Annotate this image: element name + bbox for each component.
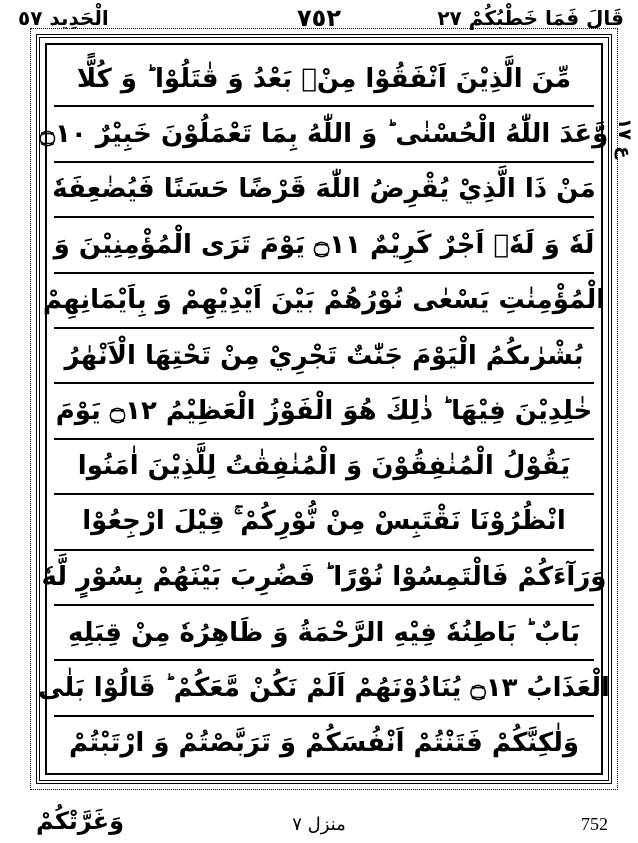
juz-title: قَالَ فَمَا خَطْبُكُمْ ٢٧	[437, 6, 624, 30]
verse-line: مِّنَ الَّذِيْنَ اَنْفَقُوْا مِنْۢ بَعْدُ وَ قٰتَلُوْا ؕ وَ كُلًّا	[54, 52, 594, 107]
verse-line: وَرَآءَكُمْ فَالْتَمِسُوْا نُوْرًا ؕ فَضُرِبَ بَيْنَهُمْ بِسُوْرٍ لَّهٗ	[54, 551, 594, 606]
verse-line: الْعَذَابُ ۝١٣ يُنَادُوْنَهُمْ اَلَمْ نَكُنْ مَّعَكُمْ ؕ قَالُوْا بَلٰى	[54, 661, 594, 716]
verse-line: لَهٗ وَ لَهٗۤ اَجْرٌ كَرِيْمٌ ۝١١ يَوْمَ تَرَى الْمُؤْمِنِيْنَ وَ	[54, 218, 594, 273]
verse-line: خٰلِدِيْنَ فِيْهَا ؕ ذٰلِكَ هُوَ الْفَوْزُ الْعَظِيْمُ ۝١٢ يَوْمَ	[54, 384, 594, 439]
verse-lines	[38, 52, 610, 770]
verse-line: الْمُؤْمِنٰتِ يَسْعٰى نُوْرُهُمْ بَيْنَ اَيْدِيْهِمْ وَ بِاَيْمَانِهِمْ	[54, 274, 594, 329]
ruku-marker: ع ١٧	[614, 118, 635, 159]
verse-line: بَابٌ ؕ بَاطِنُهٗ فِيْهِ الرَّحْمَةُ وَ ظَاهِرُهٗ مِنْ قِبَلِهِ	[54, 606, 594, 661]
verse-line: مَنْ ذَا الَّذِيْ يُقْرِضُ اللّٰهَ قَرْضًا حَسَنًا فَيُضٰعِفَهٗ	[54, 163, 594, 218]
surah-title: الْحَدِيد ٥٧	[18, 6, 109, 30]
verse-line: وَلٰكِنَّكُمْ فَتَنْتُمْ اَنْفُسَكُمْ وَ تَرَبَّصْتُمْ وَ ارْتَبْتُمْ	[69, 728, 579, 759]
verse-line: يَقُوْلُ الْمُنٰفِقُوْنَ وَ الْمُنٰفِقٰتُ لِلَّذِيْنَ اٰمَنُوا	[54, 440, 594, 495]
verse-line: وَّعَدَ اللّٰهُ الْحُسْنٰى ؕ وَ اللّٰهُ بِمَا تَعْمَلُوْنَ خَبِيْرٌ ۝١٠	[54, 107, 594, 162]
verse-line: انْظُرُوْنَا نَقْتَبِسْ مِنْ نُّوْرِكُمْ ۚ قِيْلَ ارْجِعُوْا	[54, 495, 594, 550]
text-frame	[36, 34, 612, 784]
page-number-arabic: ٧٥٢	[297, 4, 341, 32]
catchword: وَغَرَّتْكُمْ	[36, 807, 125, 835]
verse-line: بُشْرٰىكُمُ الْيَوْمَ جَنّٰتٌ تَجْرِيْ مِنْ تَحْتِهَا الْاَنْهٰرُ	[54, 329, 594, 384]
manzil-label: منزل ٧	[292, 814, 346, 835]
page-number: 752	[581, 814, 608, 834]
